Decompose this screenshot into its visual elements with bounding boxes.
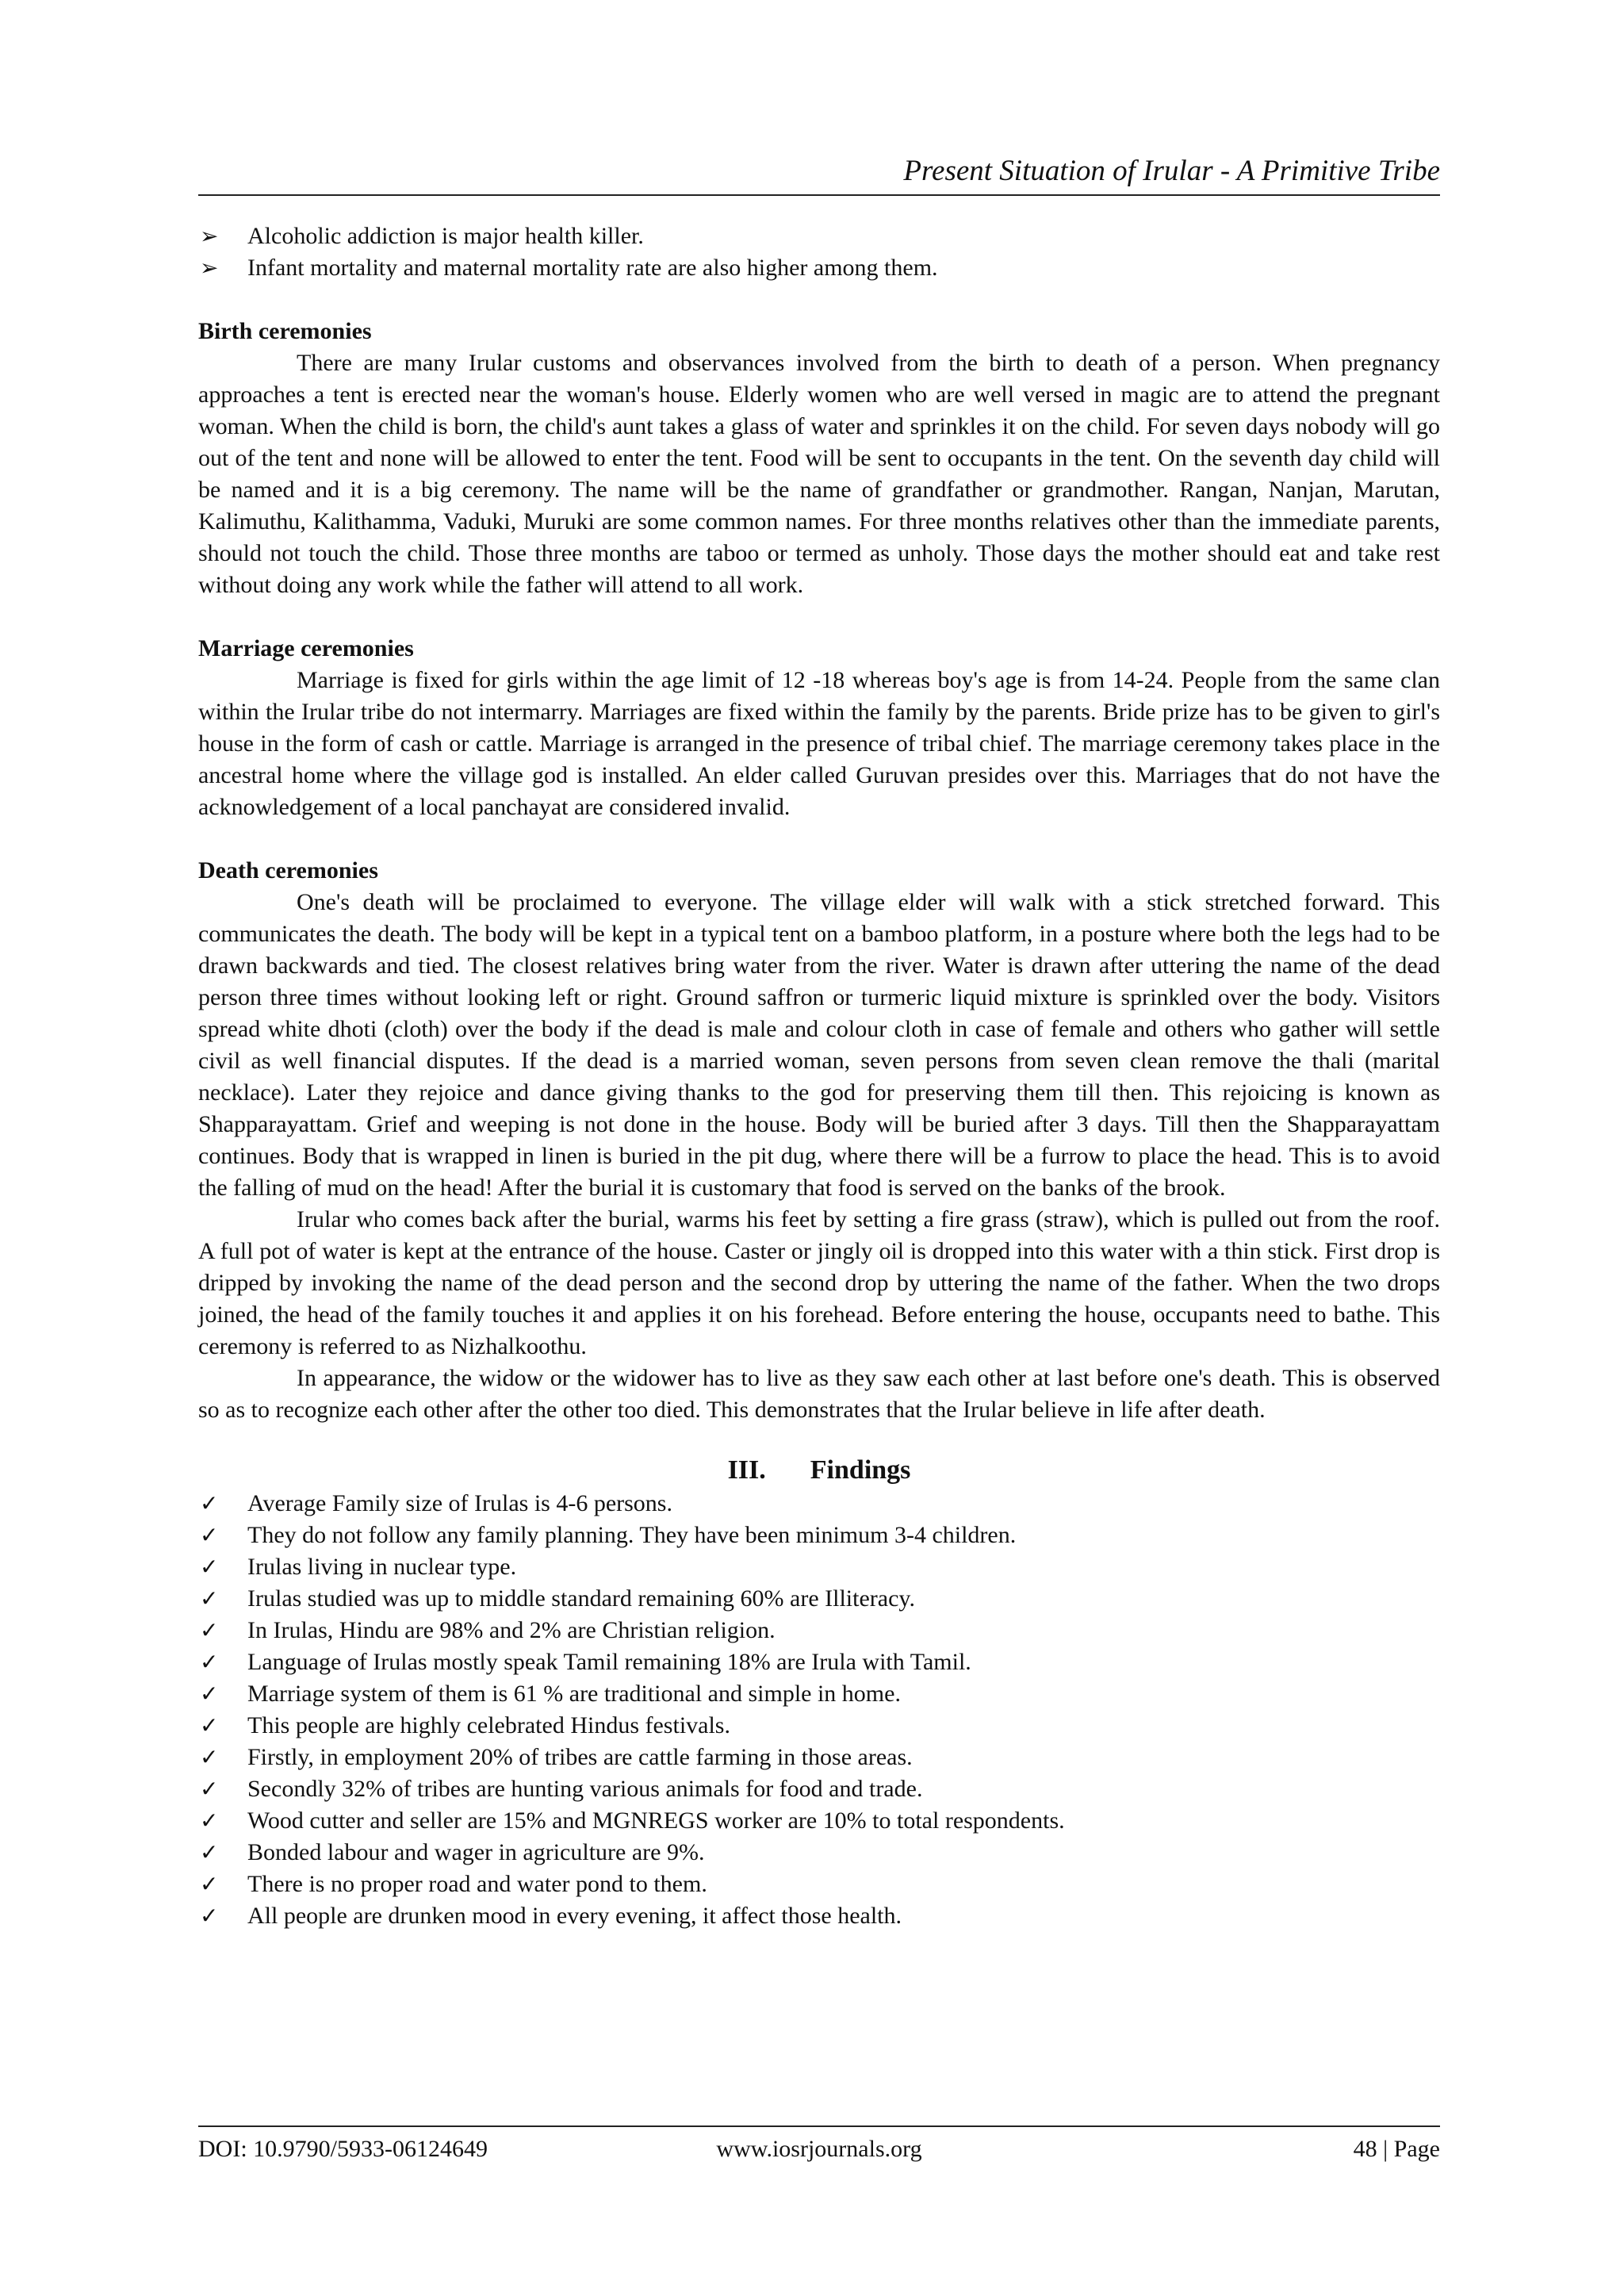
spacer [198,284,1440,316]
spacer [198,823,1440,855]
spacer [198,1426,1440,1453]
check-icon: ✓ [200,1617,219,1643]
check-icon: ✓ [200,1744,219,1770]
page-footer [198,2133,1440,2165]
section-number: III. [727,1455,766,1485]
header-rule [198,194,1440,196]
list-item: ✓ In Irulas, Hindu are 98% and 2% are Christian religion. [198,1615,1440,1646]
spacer [198,601,1440,633]
check-icon: ✓ [200,1522,219,1548]
list-item: ✓ Irulas living in nuclear type. [198,1551,1440,1583]
marriage-ceremonies-heading: Marriage ceremonies [198,635,414,661]
findings-list [198,1488,1440,1932]
check-icon: ✓ [200,1585,219,1612]
death-ceremonies-heading: Death ceremonies [198,857,378,884]
birth-ceremonies-heading: Birth ceremonies [198,318,372,344]
running-title: Present Situation of Irular - A Primitive Tribe [903,155,1440,187]
list-item: ➢ Infant mortality and maternal mortality rate are also higher among them. [198,252,1440,284]
check-icon: ✓ [200,1554,219,1580]
check-icon: ✓ [200,1871,219,1897]
list-item: ✓ This people are highly celebrated Hindus festivals. [198,1710,1440,1742]
death-ceremonies-paragraph: One's death will be proclaimed to everyone. The village elder will walk with a stick stretched forward. This communicates the death. The body will be kept in a typical tent on a bamboo platform, in a posture where both the legs had to be drawn backwards and tied. The closest relatives bring water from the river. Water is drawn after uttering the name of the dead person three times without looking left or right. Ground saffron or turmeric liquid mixture is sprinkled over the body. Visitors spread white dhoti (cloth) over the body if the dead is male and colour cloth in case of female and others who gather will settle civil as well financial disputes. If the dead is a married woman, seven persons from seven clean remove the thali (marital necklace). Later they rejoice and dance giving thanks to the god for preserving them till then. This rejoicing is known as Shapparayattam. Grief and weeping is not done in the house. Body will be buried after 3 days. Till then the Shapparayattam continues. Body that is wrapped in linen is buried in the pit dug, where there will be a furrow to place the head. This is to avoid the falling of mud on the head! After the burial it is customary that food is served on the banks of the brook. [198,889,1440,1201]
list-item: ✓ Firstly, in employment 20% of tribes are cattle farming in those areas. [198,1742,1440,1773]
list-item: ✓ Irulas studied was up to middle standard remaining 60% are Illiteracy. [198,1583,1440,1615]
list-item: ✓ Marriage system of them is 61 % are traditional and simple in home. [198,1678,1440,1710]
findings-heading [198,1453,1440,1488]
marriage-ceremonies-paragraph: Marriage is fixed for girls within the age limit of 12 -18 whereas boy's age is from 14-24. People from the same clan within the Irular tribe do not intermarry. Marriages are fixed within the family by the parents. Bride prize has to be given to girl's house in the form of cash or cattle. Marriage is arranged in the presence of tribal chief. The marriage ceremony takes place in the ancestral home where the village god is installed. An elder called Guruvan presides over this. Marriages that do not have the acknowledgement of a local panchayat are considered invalid. [198,667,1440,820]
footer-rule [198,2125,1440,2127]
check-icon: ✓ [200,1490,219,1516]
list-item: ✓ Average Family size of Irulas is 4-6 persons. [198,1488,1440,1520]
death-ceremonies-paragraph: Irular who comes back after the burial, warms his feet by setting a fire grass (straw), which is pulled out from the roof. A full pot of water is kept at the entrance of the house. Caster or jingly oil is dropped into this water with a thin stick. First drop is dripped by invoking the name of the dead person and the second drop by uttering the name of the father. When the two drops joined, the head of the family touches it and applies it on his forehead. Before entering the house, occupants need to bathe. This ceremony is referred to as Nizhalkoothu. [198,1206,1440,1359]
check-icon: ✓ [200,1649,219,1675]
list-item: ✓ There is no proper road and water pond to them. [198,1869,1440,1900]
list-item: ✓ All people are drunken mood in every evening, it affect those health. [198,1900,1440,1932]
list-item: ✓ Language of Irulas mostly speak Tamil remaining 18% are Irula with Tamil. [198,1646,1440,1678]
list-item: ✓ Wood cutter and seller are 15% and MGNREGS worker are 10% to total respondents. [198,1805,1440,1837]
list-item: ➢ Alcoholic addiction is major health killer. [198,220,1440,252]
list-item: ✓ Secondly 32% of tribes are hunting various animals for food and trade. [198,1773,1440,1805]
check-icon: ✓ [200,1712,219,1738]
birth-ceremonies-paragraph: There are many Irular customs and observances involved from the birth to death of a person. When pregnancy approaches a tent is erected near the woman's house. Elderly women who are well versed in magic are to attend the pregnant woman. When the child is born, the child's aunt takes a glass of water and sprinkles it on the child. For seven days nobody will go out of the tent and none will be allowed to enter the tent. Food will be sent to occupants in the tent. On the seventh day child will be named and it is a big ceremony. The name will be the name of grandfather or grandmother. Rangan, Nanjan, Marutan, Kalimuthu, Kalithamma, Vaduki, Muruki are some common names. For three months relatives other than the immediate parents, should not touch the child. Those three months are taboo or termed as unholy. Those days the mother should eat and take rest without doing any work while the father will attend to all work. [198,350,1440,598]
check-icon: ✓ [200,1839,219,1865]
intro-bullet-list [198,220,1440,284]
page-content [198,220,1440,1932]
check-icon: ✓ [200,1807,219,1834]
page-number: 48 | Page [1353,2136,1440,2162]
check-icon: ✓ [200,1776,219,1802]
doi-text: DOI: 10.9790/5933-06124649 [198,2136,488,2162]
arrow-bullet-icon: ➢ [200,223,219,249]
journal-website: www.iosrjournals.org [716,2136,922,2162]
check-icon: ✓ [200,1903,219,1929]
list-item: ✓ They do not follow any family planning. They have been minimum 3-4 children. [198,1520,1440,1551]
death-ceremonies-paragraph: In appearance, the widow or the widower has to live as they saw each other at last before one's death. This is observed so as to recognize each other after the other too died. This demonstrates that the Irular believe in life after death. [198,1365,1440,1423]
list-item: ✓ Bonded labour and wager in agriculture are 9%. [198,1837,1440,1869]
check-icon: ✓ [200,1681,219,1707]
arrow-bullet-icon: ➢ [200,255,219,281]
section-title: Findings [810,1455,911,1485]
